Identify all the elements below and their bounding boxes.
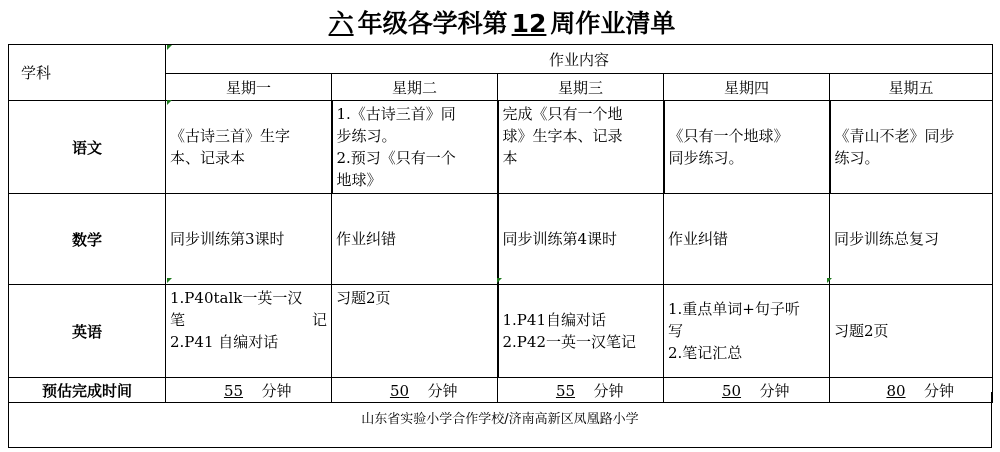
comment-marker	[167, 45, 172, 50]
comment-marker	[167, 100, 172, 105]
time-friday: 80 分钟	[830, 378, 993, 403]
day-monday: 星期一	[166, 74, 332, 101]
day-tuesday: 星期二	[332, 74, 498, 101]
subject-chinese: 语文	[9, 101, 166, 194]
time-label: 预估完成时间	[9, 378, 166, 403]
math-tuesday: 作业纠错	[332, 194, 498, 285]
time-thursday: 50 分钟	[664, 378, 830, 403]
time-tuesday: 50 分钟	[332, 378, 498, 403]
comment-marker	[827, 278, 832, 283]
english-friday: 习题2页	[830, 285, 993, 378]
week-blank: 12	[511, 9, 547, 38]
page-title	[0, 0, 1000, 44]
homework-table	[8, 44, 993, 403]
subject-english: 英语	[9, 285, 166, 378]
english-monday: 1.P40talk一英一汉 笔 记 2.P41 自编对话	[166, 285, 332, 378]
subject-header: 学科	[9, 45, 166, 101]
english-tuesday: 习题2页	[332, 285, 498, 378]
title-mid: 年级各学科第	[357, 9, 508, 38]
chinese-friday: 《青山不老》同步 练习。	[830, 101, 993, 194]
title-end: 周作业清单	[550, 9, 676, 38]
chinese-monday: 《古诗三首》生字 本、记录本	[166, 101, 332, 194]
day-wednesday: 星期三	[498, 74, 664, 101]
time-wednesday: 55 分钟	[498, 378, 664, 403]
subject-math: 数学	[9, 194, 166, 285]
comment-marker	[497, 278, 502, 283]
day-friday: 星期五	[830, 74, 993, 101]
comment-marker	[167, 278, 172, 283]
content-header: 作业内容	[166, 45, 993, 74]
time-monday: 55 分钟	[166, 378, 332, 403]
english-wednesday: 1.P41自编对话 2.P42一英一汉笔记	[498, 285, 664, 378]
chinese-wednesday: 完成《只有一个地 球》生字本、记录 本	[498, 101, 664, 194]
grade-blank: 六	[328, 9, 354, 38]
math-wednesday: 同步训练第4课时	[498, 194, 664, 285]
school-footer: 山东省实验小学合作学校/济南高新区凤凰路小学	[8, 392, 992, 448]
math-thursday: 作业纠错	[664, 194, 830, 285]
day-thursday: 星期四	[664, 74, 830, 101]
chinese-thursday: 《只有一个地球》 同步练习。	[664, 101, 830, 194]
chinese-tuesday: 1.《古诗三首》同 步练习。 2.预习《只有一个 地球》	[332, 101, 498, 194]
math-monday: 同步训练第3课时	[166, 194, 332, 285]
english-thursday: 1.重点单词+句子听 写 2.笔记汇总	[664, 285, 830, 378]
math-friday: 同步训练总复习	[830, 194, 993, 285]
